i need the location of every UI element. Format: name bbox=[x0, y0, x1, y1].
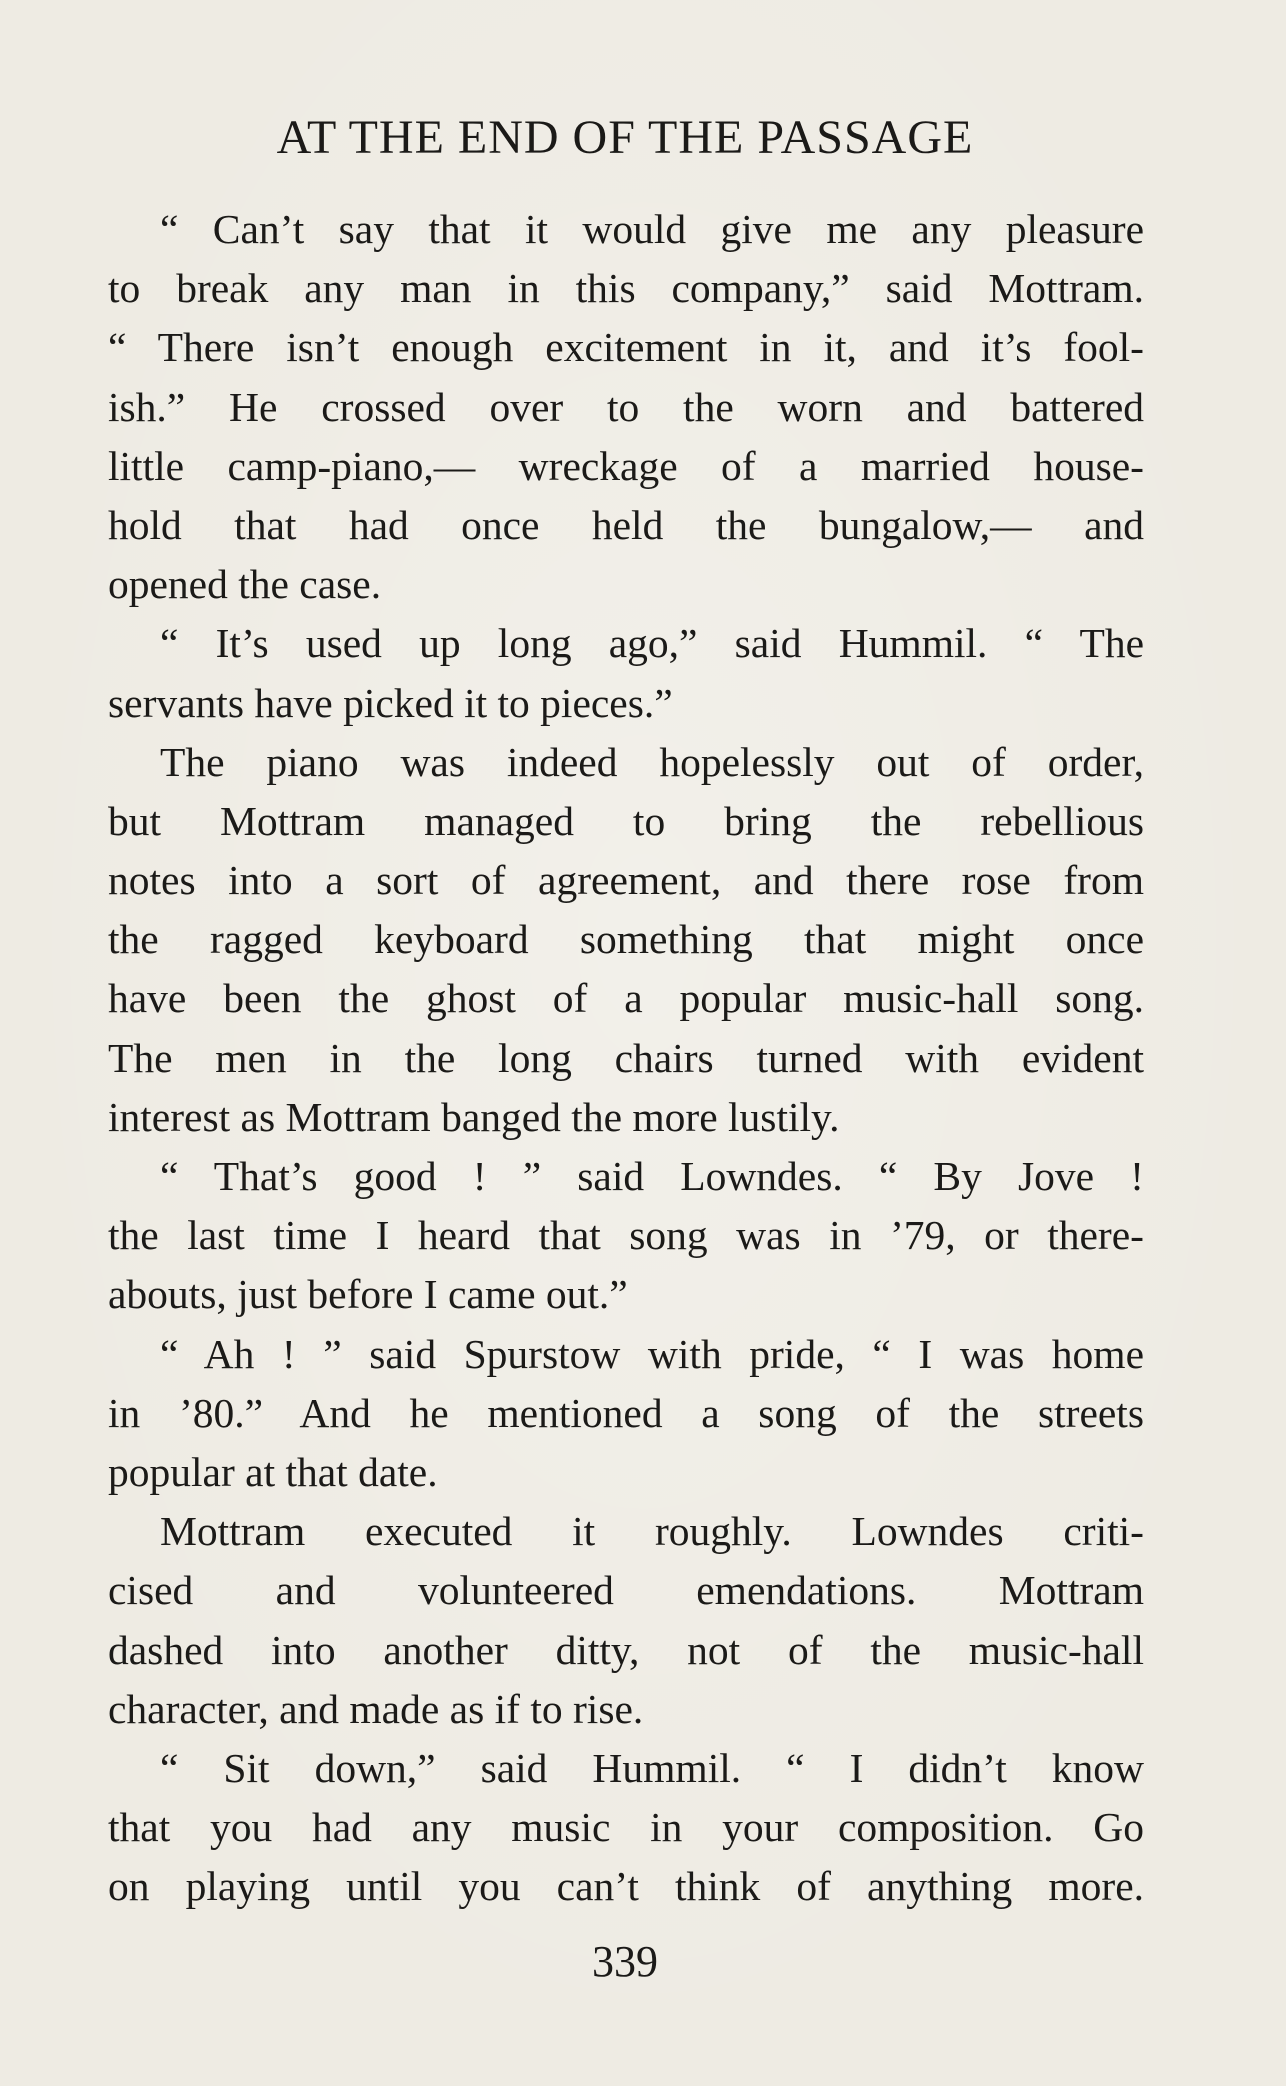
text-line: on playing until you can’t think of anything more. bbox=[108, 1863, 1144, 1910]
text-line: “ Sit down,” said Hummil. “ I didn’t know bbox=[160, 1744, 1144, 1791]
text-line: popular at that date. bbox=[108, 1448, 438, 1495]
text-line: The men in the long chairs turned with evident bbox=[108, 1034, 1144, 1081]
body-text bbox=[108, 200, 1144, 1916]
text-line: hold that had once held the bungalow,— and bbox=[108, 501, 1144, 548]
text-line: have been the ghost of a popular music-hall song. bbox=[108, 975, 1144, 1022]
text-line: “ There isn’t enough excitement in it, and it’s fool- bbox=[108, 324, 1144, 371]
text-line: Mottram executed it roughly. Lowndes criti- bbox=[160, 1508, 1144, 1555]
text-line: notes into a sort of agreement, and there rose from bbox=[108, 857, 1144, 904]
text-line: servants have picked it to pieces.” bbox=[108, 679, 673, 726]
text-line: but Mottram managed to bring the rebellious bbox=[108, 797, 1144, 844]
text-line: “ It’s used up long ago,” said Hummil. “ The bbox=[160, 620, 1144, 667]
text-line: the last time I heard that song was in ’79, or there- bbox=[108, 1212, 1144, 1259]
text-line: cised and volunteered emendations. Mottram bbox=[108, 1567, 1144, 1614]
text-line: ish.” He crossed over to the worn and battered bbox=[108, 383, 1144, 430]
text-line: the ragged keyboard something that might once bbox=[108, 916, 1144, 963]
text-line: character, and made as if to rise. bbox=[108, 1685, 644, 1732]
text-line: abouts, just before I came out.” bbox=[108, 1271, 628, 1318]
text-line: The piano was indeed hopelessly out of order, bbox=[160, 738, 1144, 785]
text-line: little camp-piano,— wreckage of a married house- bbox=[108, 442, 1144, 489]
page-number: 339 bbox=[592, 1937, 658, 1986]
text-line: in ’80.” And he mentioned a song of the streets bbox=[108, 1389, 1144, 1436]
text-line: “ Ah ! ” said Spurstow with pride, “ I was home bbox=[160, 1330, 1144, 1377]
text-line: “ Can’t say that it would give me any pleasure bbox=[160, 206, 1144, 252]
running-head: AT THE END OF THE PASSAGE bbox=[276, 111, 974, 164]
text-line: to break any man in this company,” said Mottram. bbox=[108, 265, 1144, 312]
text-line: “ That’s good ! ” said Lowndes. “ By Jove ! bbox=[160, 1153, 1144, 1199]
text-line: that you had any music in your composition. Go bbox=[108, 1804, 1144, 1851]
text-line: interest as Mottram banged the more lustily. bbox=[108, 1093, 840, 1140]
text-line: dashed into another ditty, not of the music-hall bbox=[108, 1626, 1144, 1673]
text-line: opened the case. bbox=[108, 561, 382, 608]
